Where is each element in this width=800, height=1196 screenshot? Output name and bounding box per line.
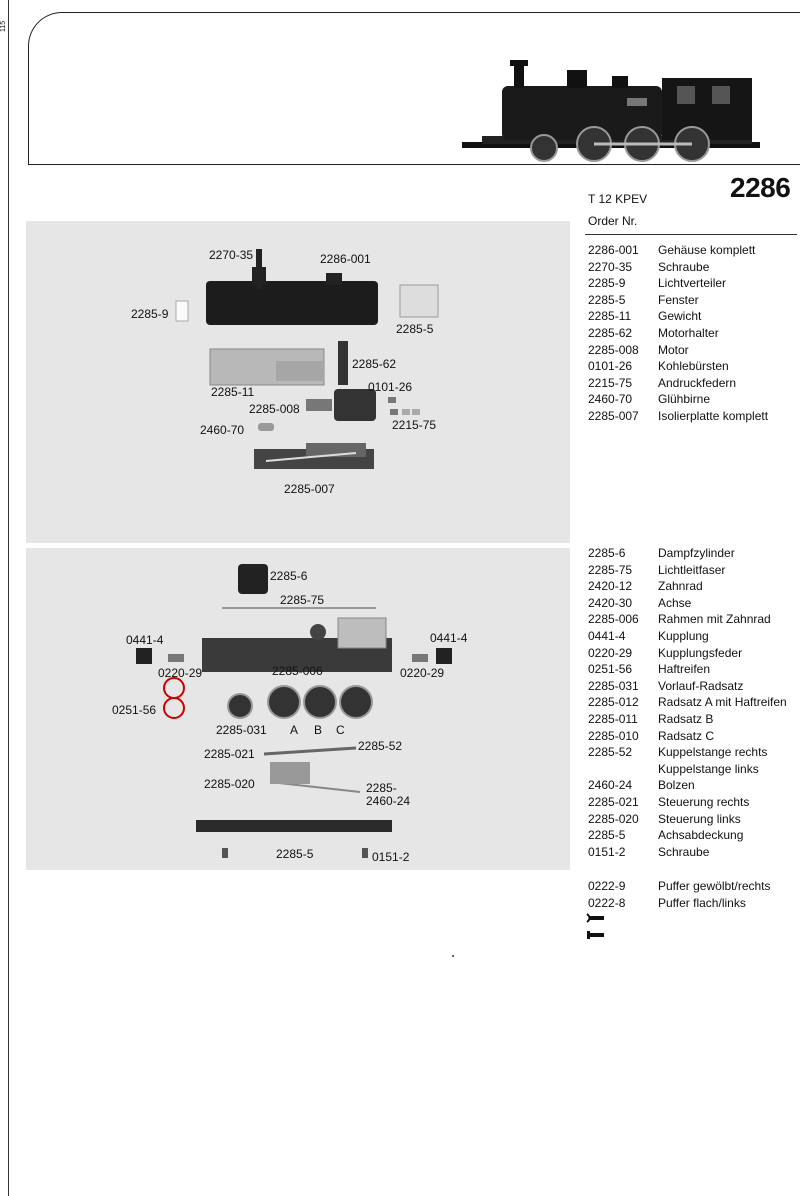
- part-row: [588, 844, 787, 861]
- callout-2285-75: 2285-75: [280, 593, 325, 607]
- callout-2285-52: 2285-52: [358, 739, 403, 753]
- part-number: 2285-012: [588, 695, 639, 710]
- callout-2285-5: 2285-5: [276, 847, 314, 861]
- part-description: Kupplungsfeder: [658, 645, 743, 660]
- exploded-view-body: [26, 221, 570, 543]
- part-number: 2285-006: [588, 612, 639, 627]
- callout-2285-006: 2285-006: [272, 664, 323, 678]
- part-number: 0101-26: [588, 359, 633, 374]
- part-number: 0220-29: [588, 645, 633, 660]
- callout-wheelset-a: A: [290, 723, 299, 737]
- part-description: Vorlauf-Radsatz: [658, 678, 744, 693]
- part-row: [588, 275, 768, 292]
- callout-2285-008: 2285-008: [249, 402, 300, 416]
- callout-2286-001: 2286-001: [320, 252, 371, 266]
- order-rule: [585, 234, 797, 235]
- callout-2285-007: 2285-007: [284, 482, 335, 496]
- part-number: 2285-9: [588, 276, 626, 291]
- part-number: 2286-001: [588, 243, 639, 257]
- part-row: [588, 895, 771, 912]
- callout-0220-29-right: 0220-29: [400, 666, 445, 680]
- part-description: Motor: [658, 342, 689, 357]
- part-row: [588, 325, 768, 342]
- part-number: 2460-70: [588, 392, 633, 407]
- part-description: Achsabdeckung: [658, 828, 744, 843]
- callout-0151-2: 0151-2: [372, 850, 410, 864]
- part-number: 2285-031: [588, 678, 639, 693]
- part-description: Rahmen mit Zahnrad: [658, 612, 771, 627]
- model-number: 2286: [730, 172, 791, 203]
- part-row: [588, 259, 768, 276]
- parts-list-body: [588, 242, 768, 425]
- part-row: [588, 661, 787, 678]
- part-row: [588, 242, 768, 259]
- part-number: 2215-75: [588, 375, 633, 390]
- part-row: [588, 562, 787, 579]
- part-description: Gehäuse komplett: [658, 243, 756, 257]
- part-description: Puffer flach/links: [658, 895, 746, 910]
- callout-2285-9: 2285-9: [131, 307, 169, 321]
- part-number: 2285-007: [588, 408, 639, 423]
- exploded-view-chassis: [26, 548, 570, 870]
- part-row: [588, 811, 787, 828]
- parts-list-buffers: [588, 878, 771, 911]
- part-number: 2285-11: [588, 309, 632, 324]
- locomotive-illustration: [462, 58, 762, 166]
- part-number: 2285-010: [588, 728, 639, 743]
- part-number: 0222-8: [588, 895, 626, 910]
- callout-wheelset-b: B: [314, 723, 323, 737]
- margin-rule: [8, 0, 9, 1196]
- part-row: [588, 358, 768, 375]
- part-description: Steuerung links: [658, 811, 741, 826]
- part-description: Puffer gewölbt/rechts: [658, 879, 771, 893]
- part-row: [588, 342, 768, 359]
- buffer-domed-icon: [586, 913, 606, 923]
- part-row: [588, 408, 768, 425]
- callout-0441-4-left: 0441-4: [126, 633, 164, 647]
- callout-2460-70: 2460-70: [200, 423, 245, 437]
- part-description: Dampfzylinder: [658, 546, 735, 560]
- callout-0101-26: 0101-26: [368, 380, 413, 394]
- part-row: [588, 694, 787, 711]
- part-row: [588, 744, 787, 761]
- callout-2285-62: 2285-62: [352, 357, 397, 371]
- part-number: 0222-9: [588, 879, 626, 893]
- part-description: Schraube: [658, 259, 710, 274]
- part-number: 2285-75: [588, 562, 633, 577]
- part-row: [588, 628, 787, 645]
- order-number-label: Order Nr.: [588, 214, 638, 228]
- part-number: 2285-62: [588, 325, 633, 340]
- callout-2285-dash: 2285-: [366, 781, 397, 795]
- callout-2215-75: 2215-75: [392, 418, 437, 432]
- part-description: Lichtverteiler: [658, 276, 727, 291]
- part-number: 2285-011: [588, 711, 638, 726]
- part-row: [588, 375, 768, 392]
- part-description: Kohlebürsten: [658, 359, 729, 374]
- part-number: [588, 761, 658, 778]
- part-row: [588, 308, 768, 325]
- part-description: Lichtleitfaser: [658, 562, 726, 577]
- part-number: 2285-6: [588, 546, 626, 560]
- margin-mark: 115: [0, 20, 7, 32]
- part-number: 0441-4: [588, 628, 626, 643]
- part-row: [588, 878, 771, 895]
- callout-2270-35: 2270-35: [209, 248, 254, 262]
- part-number: 2420-12: [588, 579, 633, 594]
- part-row: [588, 777, 787, 794]
- part-row: [588, 761, 787, 778]
- part-row: [588, 595, 787, 612]
- part-number: 2285-021: [588, 794, 639, 809]
- part-row: [588, 292, 768, 309]
- part-description: Andruckfedern: [658, 375, 737, 390]
- part-number: 2285-5: [588, 828, 626, 843]
- callout-2285-031: 2285-031: [216, 723, 267, 737]
- callout-2285-020: 2285-020: [204, 777, 255, 791]
- part-description: Fenster: [658, 292, 699, 307]
- part-number: 2270-35: [588, 259, 633, 274]
- part-description: Kuppelstange links: [658, 761, 759, 776]
- part-description: Isolierplatte komplett: [658, 408, 769, 423]
- part-description: Radsatz B: [658, 711, 714, 726]
- callout-0251-56: 0251-56: [112, 703, 157, 717]
- part-description: Radsatz A mit Haftreifen: [658, 695, 787, 710]
- part-row: [588, 391, 768, 408]
- part-description: Motorhalter: [658, 325, 719, 340]
- part-description: Glühbirne: [658, 392, 711, 407]
- callout-2285-021: 2285-021: [204, 747, 255, 761]
- callout-2460-24: 2460-24: [366, 794, 411, 808]
- part-description: Haftreifen: [658, 662, 711, 677]
- callout-0441-4-right: 0441-4: [430, 631, 468, 645]
- part-number: 2460-24: [588, 778, 633, 793]
- parts-list-chassis: [588, 545, 787, 860]
- part-description: Zahnrad: [658, 579, 703, 594]
- part-description: Steuerung rechts: [658, 794, 750, 809]
- part-description: Kuppelstange rechts: [658, 745, 768, 760]
- part-number: 2285-008: [588, 342, 639, 357]
- callout-2285-11: 2285-11: [211, 385, 255, 399]
- part-description: Kupplung: [658, 628, 709, 643]
- part-description: Gewicht: [658, 309, 702, 324]
- callout-wheelset-c: C: [336, 723, 345, 737]
- part-number: 0251-56: [588, 662, 633, 677]
- part-row: [588, 728, 787, 745]
- part-row: [588, 545, 787, 562]
- part-number: 2285-52: [588, 745, 633, 760]
- part-description: Schraube: [658, 844, 710, 859]
- callout-0220-29-left: 0220-29: [158, 666, 203, 680]
- part-row: [588, 827, 787, 844]
- part-number: 2285-5: [588, 292, 626, 307]
- part-row: [588, 578, 787, 595]
- part-number: 2420-30: [588, 595, 633, 610]
- part-row: [588, 611, 787, 628]
- locomotive-title: T 12 KPEV: [588, 192, 648, 206]
- part-row: [588, 794, 787, 811]
- buffer-flat-icon: [586, 930, 606, 940]
- part-number: 0151-2: [588, 844, 626, 859]
- callout-2285-6: 2285-6: [270, 569, 308, 583]
- stray-dot: [452, 955, 454, 957]
- part-number: 2285-020: [588, 811, 639, 826]
- part-row: [588, 678, 787, 695]
- callout-2285-5: 2285-5: [396, 322, 434, 336]
- part-description: Achse: [658, 595, 692, 610]
- part-description: Bolzen: [658, 778, 695, 793]
- part-row: [588, 711, 787, 728]
- part-row: [588, 645, 787, 662]
- part-description: Radsatz C: [658, 728, 715, 743]
